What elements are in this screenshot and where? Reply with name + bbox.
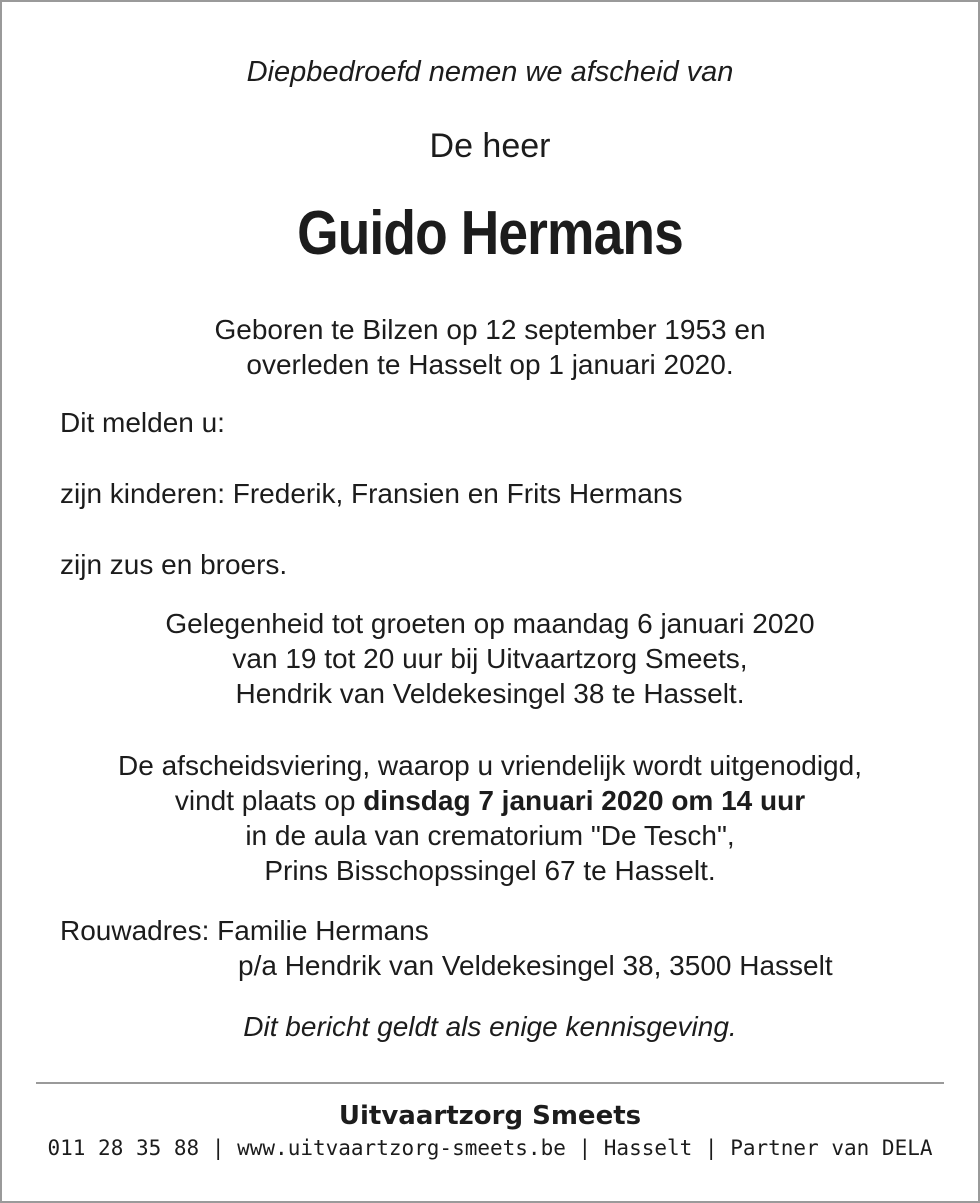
footer-divider — [36, 1082, 944, 1084]
children-line: zijn kinderen: Frederik, Fransien en Frits Hermans — [60, 478, 683, 509]
birth-line: Geboren te Bilzen op 12 september 1953 en — [214, 314, 766, 345]
footer-contact-info: 011 28 35 88 | www.uitvaartzorg-smeets.be | Hasselt | Partner van DELA — [47, 1136, 933, 1160]
ceremony-line: De afscheidsviering, waarop u vriendelijk wordt uitgenodigd, — [118, 750, 862, 781]
ceremony-datetime: dinsdag 7 januari 2020 om 14 uur — [363, 785, 806, 816]
mourning-address-line: p/a Hendrik van Veldekesingel 38, 3500 Hasselt — [238, 950, 833, 981]
ceremony-line — [2, 783, 978, 818]
ceremony-line: in de aula van crematorium "De Tesch", — [245, 820, 735, 851]
salutation: De heer — [429, 127, 551, 165]
deceased-name: Guido Hermans — [297, 199, 683, 268]
intro-text: Diepbedroefd nemen we afscheid van — [246, 56, 734, 88]
closing-text: Dit bericht geldt als enige kennisgeving. — [243, 1011, 737, 1042]
announcers-intro: Dit melden u: — [60, 407, 225, 438]
visitation-line: van 19 tot 20 uur bij Uitvaartzorg Smeets, — [232, 643, 748, 674]
siblings-line: zijn zus en broers. — [60, 549, 288, 580]
ceremony-line: Prins Bisschopssingel 67 te Hasselt. — [264, 855, 716, 886]
visitation-line: Gelegenheid tot groeten op maandag 6 januari 2020 — [165, 608, 815, 639]
death-line: overleden te Hasselt op 1 januari 2020. — [246, 349, 734, 380]
visitation-line: Hendrik van Veldekesingel 38 te Hasselt. — [235, 678, 745, 709]
ceremony-prefix: vindt plaats op — [174, 785, 364, 816]
footer-company: Uitvaartzorg Smeets — [338, 1101, 642, 1131]
mourning-address-label: Rouwadres: Familie Hermans — [60, 915, 429, 946]
